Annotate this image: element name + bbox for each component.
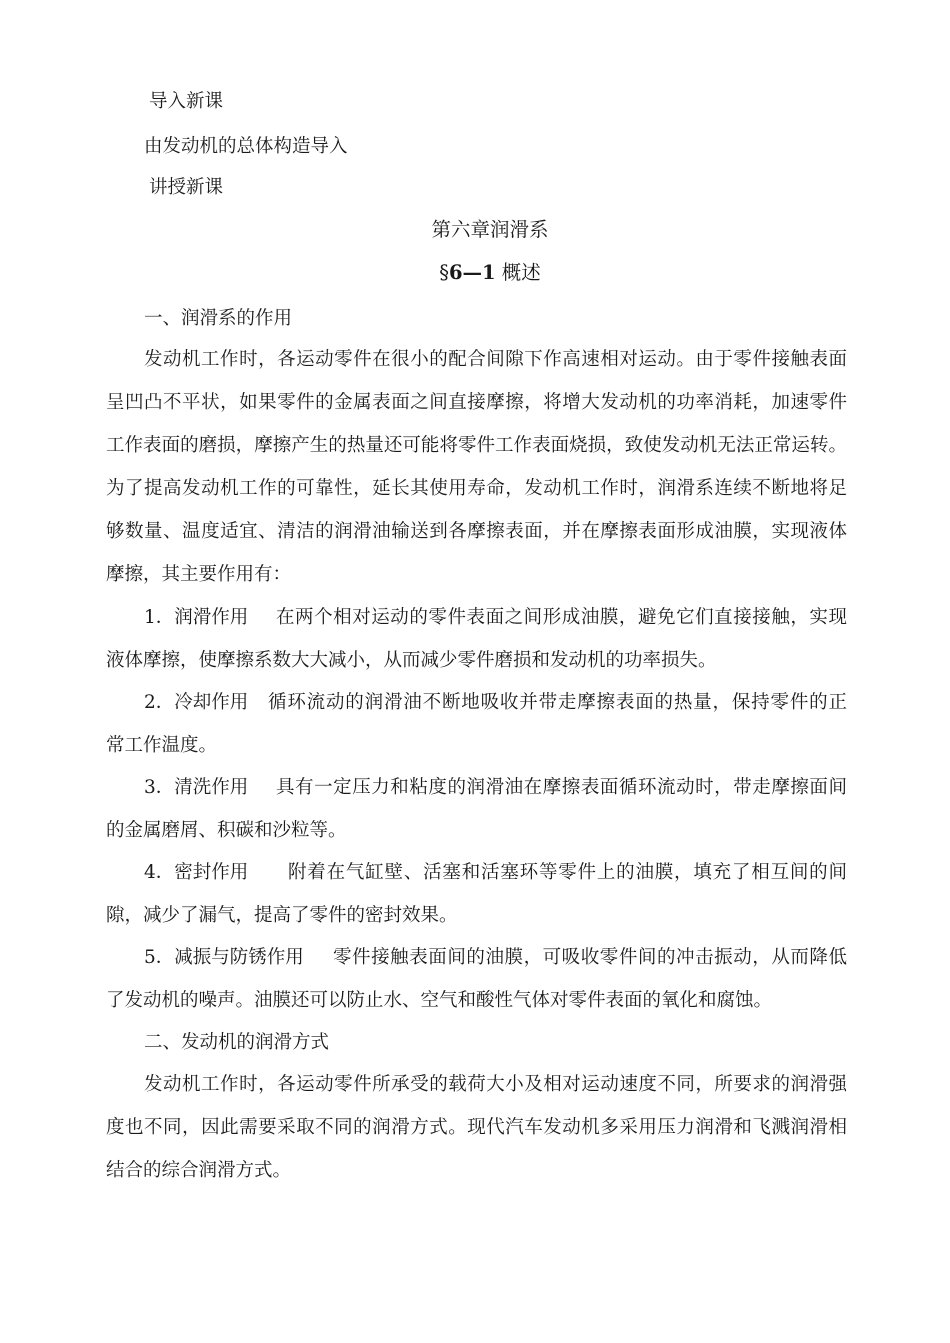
item-text: 隙，减少了漏气，提高了零件的密封效果。 [106, 905, 458, 926]
item-label-damping: 5．减振与防锈作用 [144, 947, 304, 968]
chapter-title: 第六章润滑系 [431, 218, 549, 241]
intro-heading-2: 讲授新课 [149, 177, 224, 198]
item-text: 的金属磨屑、积碳和沙粒等。 [106, 820, 347, 841]
part2-heading: 二、发动机的润滑方式 [144, 1032, 330, 1053]
item-text: 常工作温度。 [106, 735, 218, 756]
item-label-lubrication: 1．润滑作用 [144, 607, 249, 628]
part1-para-line: 呈凹凸不平状，如果零件的金属表面之间直接摩擦，将增大发动机的功率消耗，加速零件 [106, 392, 847, 413]
section-number: 6—1 [448, 261, 496, 284]
part1-para-line: 工作表面的磨损，摩擦产生的热量还可能将零件工作表面烧损，致使发动机无法正常运转。 [106, 435, 847, 456]
section-mark: § [439, 261, 449, 284]
part1-para-line: 够数量、温度适宜、清洁的润滑油输送到各摩擦表面，并在摩擦表面形成油膜，实现液体 [106, 521, 847, 542]
item-text: 了发动机的噪声。油膜还可以防止水、空气和酸性气体对零件表面的氧化和腐蚀。 [106, 990, 773, 1011]
intro-line-1: 由发动机的总体构造导入 [144, 136, 348, 157]
part1-heading: 一、润滑系的作用 [144, 308, 293, 329]
section-title [300, 259, 680, 287]
part1-para-line: 发动机工作时，各运动零件在很小的配合间隙下作高速相对运动。由于零件接触表面 [144, 349, 847, 370]
part1-para-line: 为了提高发动机工作的可靠性，延长其使用寿命，发动机工作时，润滑系连续不断地将足 [106, 478, 847, 499]
section-name: 概述 [501, 261, 541, 284]
item-text: 循环流动的润滑油不断地吸收并带走摩擦表面的热量，保持零件的正 [268, 692, 847, 713]
item-label-cooling: 2．冷却作用 [144, 692, 249, 713]
item-text: 附着在气缸壁、活塞和活塞环等零件上的油膜，填充了相互间的间 [288, 862, 847, 883]
item-label-sealing: 4．密封作用 [144, 862, 249, 883]
item-text: 在两个相对运动的零件表面之间形成油膜，避免它们直接接触，实现 [276, 607, 847, 628]
part2-para-line: 发动机工作时，各运动零件所承受的载荷大小及相对运动速度不同，所要求的润滑强 [144, 1074, 847, 1095]
intro-heading-1: 导入新课 [149, 91, 224, 112]
item-text: 具有一定压力和粘度的润滑油在摩擦表面循环流动时，带走摩擦面间 [276, 777, 847, 798]
item-text: 零件接触表面间的油膜，可吸收零件间的冲击振动，从而降低 [333, 947, 847, 968]
part2-para-line: 度也不同，因此需要采取不同的润滑方式。现代汽车发动机多采用压力润滑和飞溅润滑相 [106, 1117, 847, 1138]
item-text: 液体摩擦，使摩擦系数大大减小，从而减少零件磨损和发动机的功率损失。 [106, 650, 717, 671]
item-label-cleaning: 3．清洗作用 [144, 777, 249, 798]
part2-para-line: 结合的综合润滑方式。 [106, 1160, 292, 1181]
part1-para-line: 摩擦，其主要作用有： [106, 564, 292, 585]
